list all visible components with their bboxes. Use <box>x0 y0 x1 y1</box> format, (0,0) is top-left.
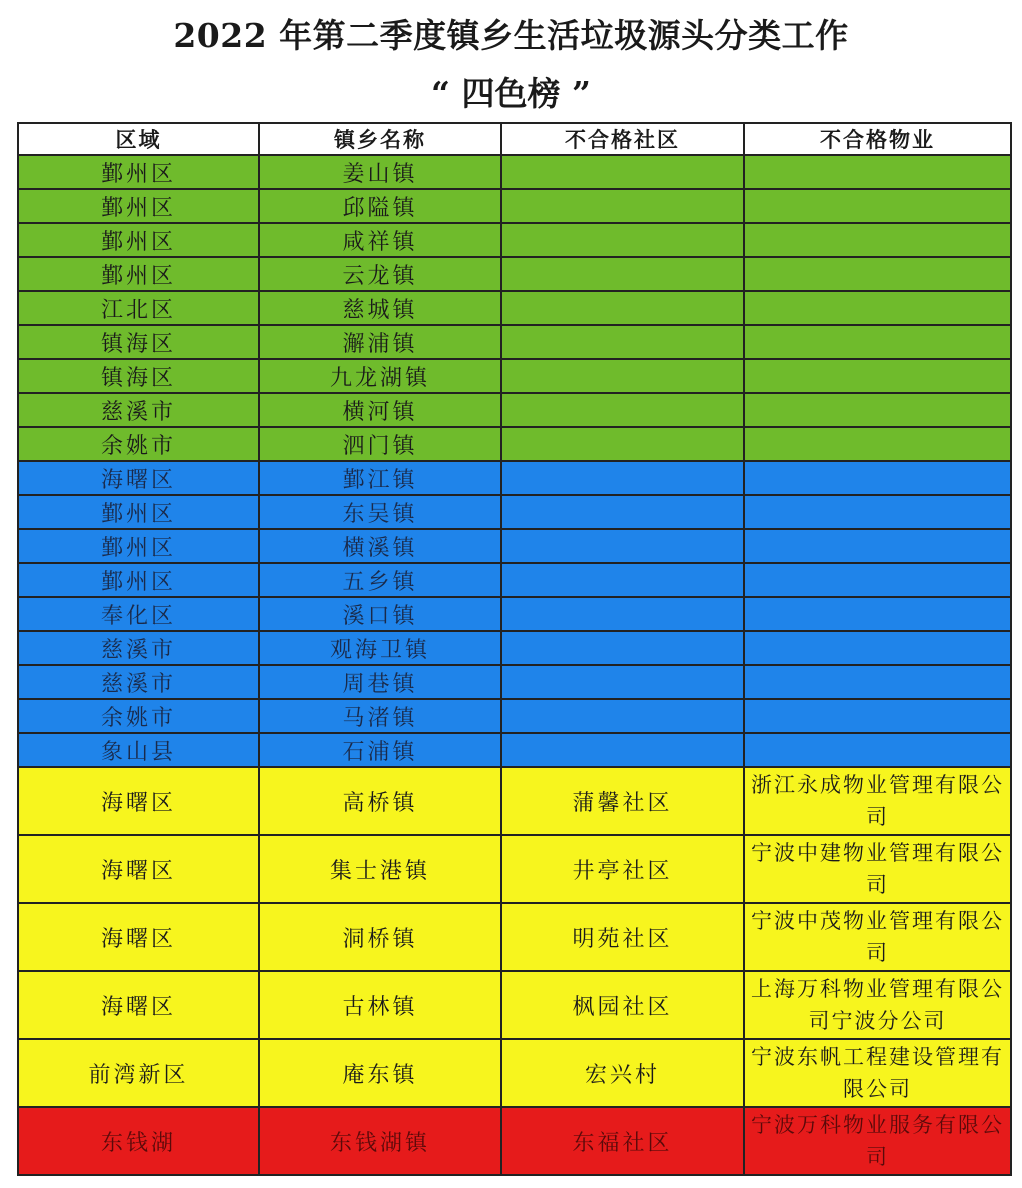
table-row-yellow <box>18 971 1011 1039</box>
cell-town: 溪口镇 <box>259 597 501 631</box>
cell-district: 鄞州区 <box>18 155 259 189</box>
cell-community <box>501 257 744 291</box>
cell-property <box>744 189 1011 223</box>
cell-community <box>501 223 744 257</box>
cell-community <box>501 733 744 767</box>
cell-district: 慈溪市 <box>18 631 259 665</box>
table-row-blue <box>18 733 1011 767</box>
cell-district: 镇海区 <box>18 325 259 359</box>
header-district: 区域 <box>18 123 259 155</box>
cell-town: 庵东镇 <box>259 1039 501 1107</box>
cell-property <box>744 257 1011 291</box>
cell-community <box>501 325 744 359</box>
cell-district: 奉化区 <box>18 597 259 631</box>
table-header-row <box>18 123 1011 155</box>
cell-town: 邱隘镇 <box>259 189 501 223</box>
table-row-green <box>18 359 1011 393</box>
cell-town: 周巷镇 <box>259 665 501 699</box>
cell-town: 东钱湖镇 <box>259 1107 501 1175</box>
cell-community <box>501 597 744 631</box>
cell-district: 海曙区 <box>18 971 259 1039</box>
cell-community <box>501 155 744 189</box>
cell-community: 明苑社区 <box>501 903 744 971</box>
cell-property <box>744 597 1011 631</box>
cell-town: 鄞江镇 <box>259 461 501 495</box>
cell-community <box>501 699 744 733</box>
cell-property <box>744 393 1011 427</box>
table-row-blue <box>18 495 1011 529</box>
cell-district: 海曙区 <box>18 903 259 971</box>
table-row-green <box>18 291 1011 325</box>
cell-community <box>501 427 744 461</box>
cell-town: 九龙湖镇 <box>259 359 501 393</box>
table-row-blue <box>18 529 1011 563</box>
table-row-green <box>18 155 1011 189</box>
table-row-green <box>18 257 1011 291</box>
cell-town: 集士港镇 <box>259 835 501 903</box>
cell-community <box>501 393 744 427</box>
cell-property <box>744 495 1011 529</box>
cell-town: 古林镇 <box>259 971 501 1039</box>
page-title: 2022 年第二季度镇乡生活垃圾源头分类工作 <box>173 16 849 55</box>
cell-district: 鄞州区 <box>18 529 259 563</box>
cell-community <box>501 359 744 393</box>
cell-property <box>744 359 1011 393</box>
table-row-green <box>18 325 1011 359</box>
cell-property <box>744 699 1011 733</box>
cell-town: 姜山镇 <box>259 155 501 189</box>
table-row-green <box>18 223 1011 257</box>
cell-property <box>744 563 1011 597</box>
cell-community <box>501 461 744 495</box>
cell-community: 蒲馨社区 <box>501 767 744 835</box>
cell-community: 宏兴村 <box>501 1039 744 1107</box>
cell-property <box>744 427 1011 461</box>
table-row-blue <box>18 699 1011 733</box>
table-row-yellow <box>18 1039 1011 1107</box>
cell-district: 东钱湖 <box>18 1107 259 1175</box>
cell-town: 慈城镇 <box>259 291 501 325</box>
cell-property <box>744 155 1011 189</box>
cell-property <box>744 529 1011 563</box>
header-property: 不合格物业 <box>744 123 1011 155</box>
cell-town: 高桥镇 <box>259 767 501 835</box>
cell-property <box>744 223 1011 257</box>
cell-town: 石浦镇 <box>259 733 501 767</box>
table-row-green <box>18 427 1011 461</box>
table-row-blue <box>18 631 1011 665</box>
cell-district: 海曙区 <box>18 461 259 495</box>
cell-district: 鄞州区 <box>18 563 259 597</box>
cell-district: 余姚市 <box>18 699 259 733</box>
table-row-blue <box>18 461 1011 495</box>
cell-town: 横河镇 <box>259 393 501 427</box>
table-row-yellow <box>18 903 1011 971</box>
cell-community <box>501 631 744 665</box>
cell-property: 宁波中茂物业管理有限公司 <box>744 903 1011 971</box>
cell-property: 上海万科物业管理有限公司宁波分公司 <box>744 971 1011 1039</box>
cell-property <box>744 631 1011 665</box>
table-row-yellow <box>18 767 1011 835</box>
cell-property: 宁波万科物业服务有限公司 <box>744 1107 1011 1175</box>
cell-district: 鄞州区 <box>18 223 259 257</box>
four-color-list-table <box>17 122 1012 1176</box>
cell-district: 余姚市 <box>18 427 259 461</box>
cell-property <box>744 291 1011 325</box>
cell-district: 鄞州区 <box>18 257 259 291</box>
cell-town: 东吴镇 <box>259 495 501 529</box>
header-town: 镇乡名称 <box>259 123 501 155</box>
table-row-blue <box>18 597 1011 631</box>
cell-town: 云龙镇 <box>259 257 501 291</box>
cell-district: 慈溪市 <box>18 393 259 427</box>
header-community: 不合格社区 <box>501 123 744 155</box>
cell-town: 澥浦镇 <box>259 325 501 359</box>
table-row-red <box>18 1107 1011 1175</box>
page-subtitle: “ 四色榜 ” <box>431 74 591 113</box>
cell-town: 观海卫镇 <box>259 631 501 665</box>
cell-district: 鄞州区 <box>18 189 259 223</box>
cell-community <box>501 291 744 325</box>
cell-district: 镇海区 <box>18 359 259 393</box>
cell-community <box>501 529 744 563</box>
cell-property <box>744 733 1011 767</box>
cell-district: 鄞州区 <box>18 495 259 529</box>
cell-district: 海曙区 <box>18 835 259 903</box>
cell-community: 东福社区 <box>501 1107 744 1175</box>
cell-community: 枫园社区 <box>501 971 744 1039</box>
table-body <box>18 155 1011 1175</box>
cell-property <box>744 461 1011 495</box>
cell-town: 马渚镇 <box>259 699 501 733</box>
table-row-blue <box>18 665 1011 699</box>
table-row-green <box>18 189 1011 223</box>
cell-district: 慈溪市 <box>18 665 259 699</box>
cell-community <box>501 189 744 223</box>
cell-community <box>501 563 744 597</box>
cell-town: 泗门镇 <box>259 427 501 461</box>
cell-town: 横溪镇 <box>259 529 501 563</box>
cell-property: 宁波中建物业管理有限公司 <box>744 835 1011 903</box>
cell-town: 五乡镇 <box>259 563 501 597</box>
cell-town: 洞桥镇 <box>259 903 501 971</box>
cell-district: 象山县 <box>18 733 259 767</box>
cell-community: 井亭社区 <box>501 835 744 903</box>
table-row-green <box>18 393 1011 427</box>
cell-property: 浙江永成物业管理有限公司 <box>744 767 1011 835</box>
cell-district: 前湾新区 <box>18 1039 259 1107</box>
cell-district: 江北区 <box>18 291 259 325</box>
cell-property: 宁波东帆工程建设管理有限公司 <box>744 1039 1011 1107</box>
cell-property <box>744 325 1011 359</box>
cell-district: 海曙区 <box>18 767 259 835</box>
table-row-yellow <box>18 835 1011 903</box>
cell-property <box>744 665 1011 699</box>
table-row-blue <box>18 563 1011 597</box>
cell-community <box>501 665 744 699</box>
cell-community <box>501 495 744 529</box>
cell-town: 咸祥镇 <box>259 223 501 257</box>
